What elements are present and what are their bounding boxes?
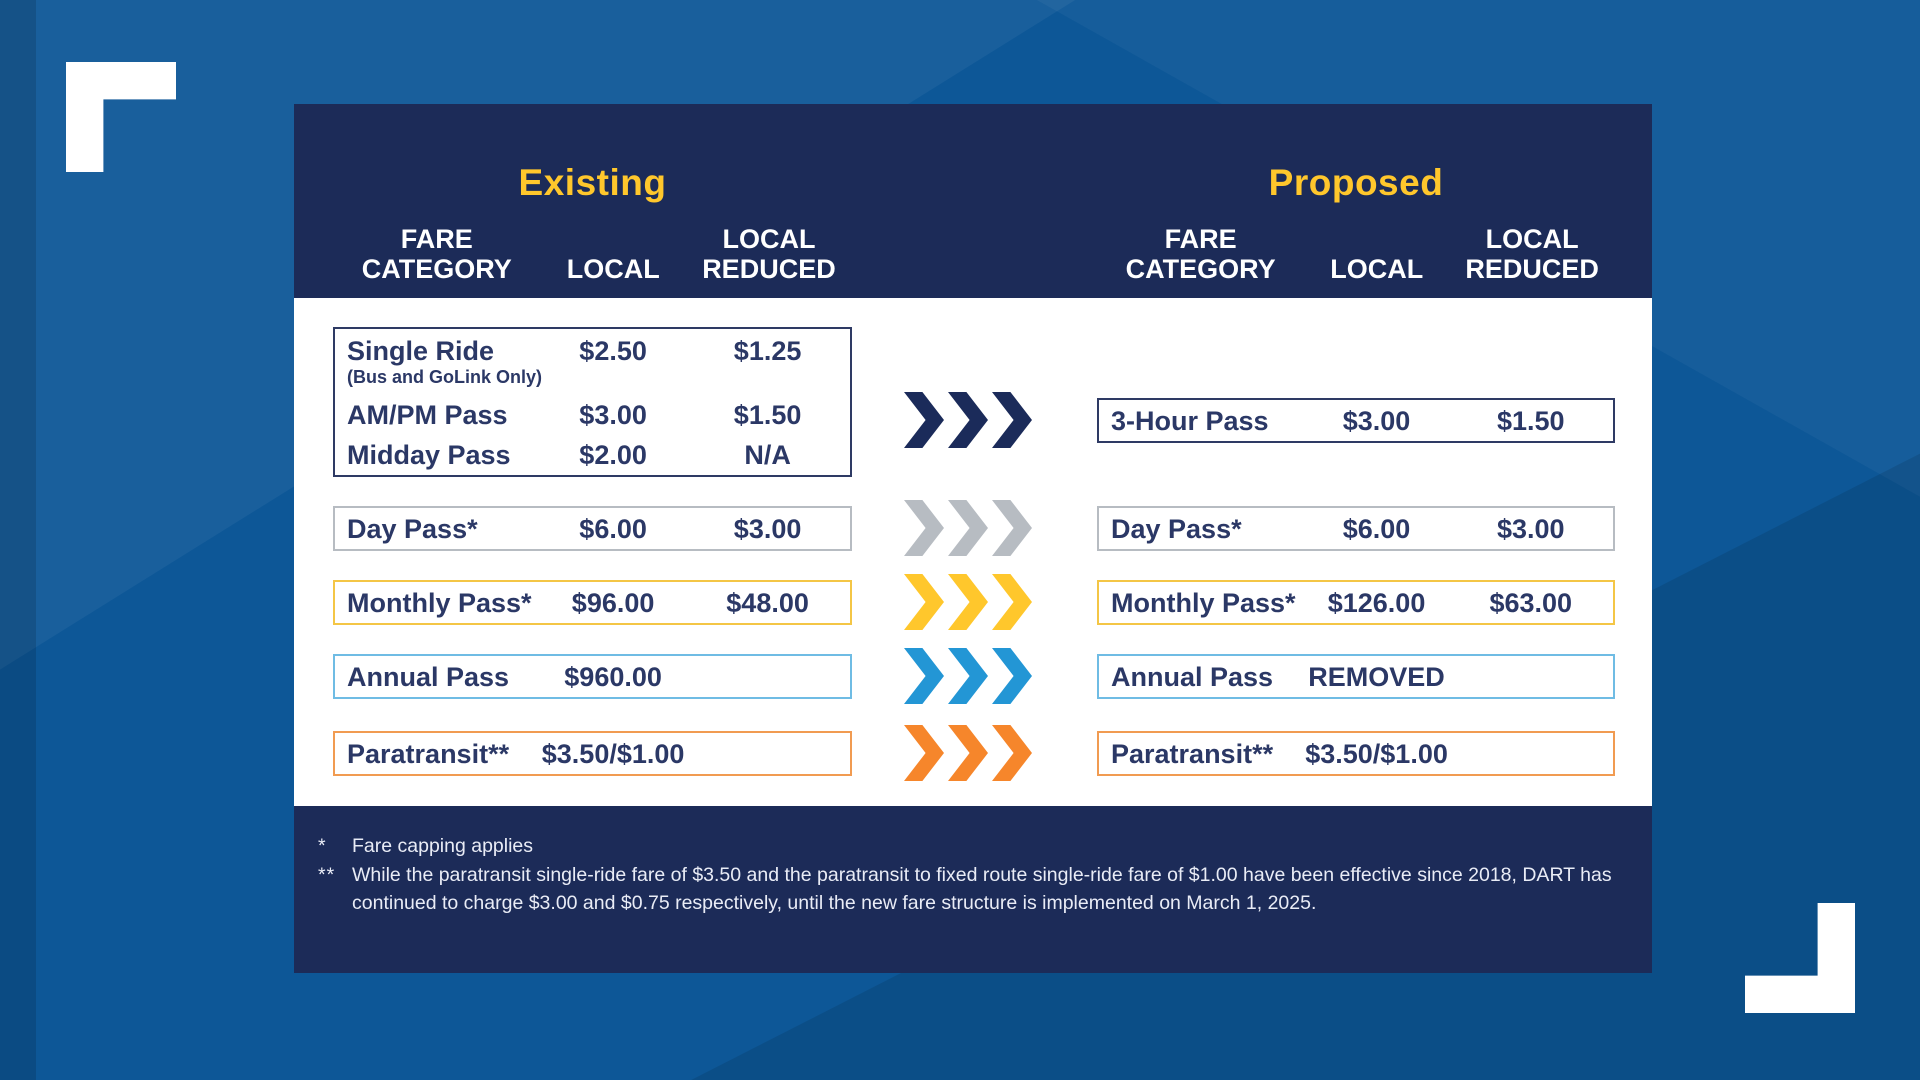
fare-category-label: AM/PM Pass [347,400,508,430]
fare-category-label: Single Ride [347,336,495,366]
proposed-annual-pass-box [1097,654,1615,699]
proposed-monthly-pass-box [1097,580,1615,625]
proposed-3-hour-pass-box [1097,398,1615,443]
corner-bracket-top-left [66,62,176,172]
existing-single-ride-group-box [333,327,852,477]
proposed-column-fare-category: FARE CATEGORY [1125,224,1276,284]
local-fare-value: REMOVED [1308,661,1445,692]
local-fare-value: $2.00 [579,440,647,470]
fare-category-label: Midday Pass [347,440,511,470]
existing-day-pass-box [333,506,852,551]
chevron-icon [992,392,1032,448]
change-arrow-icon [904,648,1034,704]
proposed-column-local: LOCAL [1330,254,1424,284]
local-fare-value: $2.50 [579,336,647,366]
chevron-icon [992,725,1032,781]
reduced-fare-value: $1.50 [1496,405,1565,436]
local-fare-value: $3.00 [579,400,647,430]
local-fare-value: $3.50/$1.00 [1305,738,1448,769]
fare-comparison-panel [294,104,1652,973]
footnote-marker: * [318,835,327,857]
reduced-fare-value: $63.00 [1489,587,1573,618]
existing-column-fare-category: FARE CATEGORY [361,224,512,284]
table-row [335,335,850,395]
chevron-icon [948,648,988,704]
chevron-icon [992,500,1032,556]
chevron-icon [992,574,1032,630]
proposed-header-group [1097,104,1615,298]
local-fare-value: $960.00 [564,661,662,692]
reduced-fare-value: N/A [744,440,791,470]
local-fare-value: $126.00 [1327,587,1426,618]
fare-category-label: Annual Pass [347,661,510,692]
chevron-icon [904,725,944,781]
chevron-icon [948,725,988,781]
existing-column-local-reduced: LOCAL REDUCED [702,224,836,284]
footnote-fare-capping [318,832,1622,860]
background-left-edge-strip [0,0,36,1080]
panel-header [294,104,1652,298]
existing-title: Existing [518,162,667,203]
chevron-icon [904,574,944,630]
table-row [335,435,850,475]
proposed-paratransit-box [1097,731,1615,776]
proposed-column-local-reduced: LOCAL REDUCED [1465,224,1599,284]
footnote-paratransit [318,861,1622,917]
local-fare-value: $3.00 [1342,405,1411,436]
corner-bracket-bottom-right [1745,903,1855,1013]
proposed-column-headers [1097,224,1615,284]
footnote-marker: ** [318,864,336,886]
reduced-fare-value: $3.00 [733,513,802,544]
chevron-icon [904,392,944,448]
local-fare-value: $6.00 [1342,513,1411,544]
reduced-fare-value: $48.00 [726,587,809,618]
change-arrow-icon [904,574,1034,630]
chevron-icon [904,500,944,556]
fare-table-body [294,298,1652,806]
chevron-icon [948,500,988,556]
chevron-icon [904,648,944,704]
change-arrow-icon [904,725,1034,781]
reduced-fare-value: $3.00 [1496,513,1565,544]
existing-monthly-pass-box [333,580,852,625]
fare-category-label: Paratransit** [1111,738,1274,769]
footnote-text: While the paratransit single-ride fare of $3.50 and the paratransit to fixed route single-ride fare of $1.00 have been effective since 2018, DART has continued to charge $3.00 and $0.75 respectively, until the new fare structure is implemented on March 1, 2025. [352,864,1612,914]
fare-category-label: 3-Hour Pass [1111,405,1269,436]
fare-category-label: Paratransit** [347,738,510,769]
change-arrow-icon [904,392,1034,448]
existing-annual-pass-box [333,654,852,699]
chevron-icon [948,392,988,448]
change-arrow-icon [904,500,1034,556]
footnotes [294,806,1652,973]
existing-column-headers [333,224,852,284]
fare-category-label: Day Pass* [347,513,478,544]
chevron-icon [992,648,1032,704]
local-fare-value: $3.50/$1.00 [541,738,685,769]
fare-category-label: Day Pass* [1111,513,1242,544]
reduced-fare-value: $1.25 [733,336,802,366]
existing-paratransit-box [333,731,852,776]
existing-column-local: LOCAL [566,254,660,284]
proposed-title: Proposed [1268,162,1444,203]
local-fare-value: $96.00 [571,587,655,618]
fare-category-label: Monthly Pass* [1111,587,1296,618]
fare-category-label: Annual Pass [1111,661,1274,692]
fare-category-note: (Bus and GoLink Only) [347,367,543,387]
footnote-text: Fare capping applies [352,835,534,857]
reduced-fare-value: $1.50 [733,400,802,430]
chevron-icon [948,574,988,630]
fare-category-label: Monthly Pass* [347,587,532,618]
fare-category-cell [335,335,541,387]
existing-header-group [333,104,852,298]
proposed-day-pass-box [1097,506,1615,551]
table-row [335,395,850,435]
local-fare-value: $6.00 [579,513,647,544]
